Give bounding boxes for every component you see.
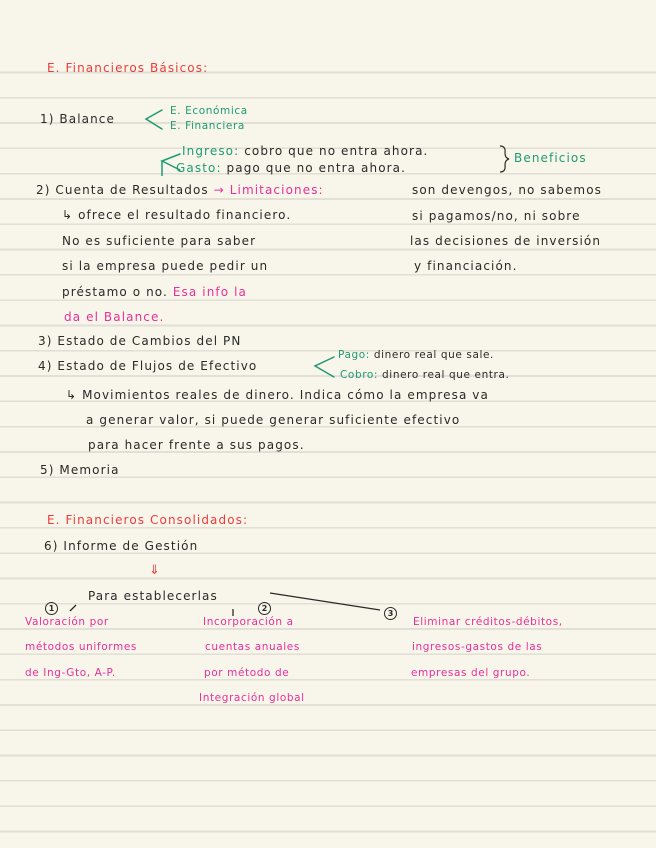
step2-line-1: Incorporación a xyxy=(203,616,294,628)
step1-line-3: de Ing-Gto, A-P. xyxy=(25,667,116,679)
ingreso-text: cobro que no entra ahora. xyxy=(244,144,429,158)
resultados-sub-3: si la empresa puede pedir un xyxy=(62,259,269,273)
pink-note-1: Esa info la xyxy=(172,285,247,299)
resultados-sub-2: No es suficiente para saber xyxy=(62,234,257,248)
item-cambios-pn: 3) Estado de Cambios del PN xyxy=(38,334,242,348)
step-number-1: 1 xyxy=(45,602,58,615)
step-number-3: 3 xyxy=(384,607,397,620)
resultados-sub-4-text: préstamo o no. xyxy=(62,285,168,299)
cobro-text: dinero real que entra. xyxy=(382,369,510,381)
cuenta-resultados-label: 2) Cuenta de Resultados xyxy=(36,183,209,197)
limitaciones-line-3: las decisiones de inversión xyxy=(410,234,602,248)
para-establecerlas-label: Para establecerlas xyxy=(88,589,218,603)
step1-line-1: Valoración por xyxy=(25,616,109,628)
step1-line-2: métodos uniformes xyxy=(25,641,137,653)
limitaciones-line-4: y financiación. xyxy=(414,259,518,273)
section-heading-basicos: E. Financieros Básicos: xyxy=(47,61,209,75)
item-flujos-efectivo: 4) Estado de Flujos de Efectivo xyxy=(38,359,258,373)
beneficios-label: Beneficios xyxy=(514,151,587,165)
step-number-2: 2 xyxy=(258,602,271,615)
pink-note-2: da el Balance. xyxy=(64,310,165,324)
beneficios-brace-icon xyxy=(500,146,509,172)
limitaciones-line-2: si pagamos/no, ni sobre xyxy=(412,209,581,223)
balance-branch-economica: E. Económica xyxy=(170,105,248,117)
flujos-sub-2: a generar valor, si puede generar suficiente efectivo xyxy=(86,413,461,427)
balance-bracket-icon xyxy=(146,110,162,129)
connector-step-1 xyxy=(70,605,76,611)
gasto-text: pago que no entra ahora. xyxy=(226,161,407,175)
step2-line-4: Integración global xyxy=(199,692,305,704)
ingreso-label: Ingreso: xyxy=(182,144,240,158)
step2-line-3: por método de xyxy=(204,667,290,679)
cobro-label: Cobro: xyxy=(340,369,379,381)
gasto-label: Gasto: xyxy=(176,161,222,175)
arrow-icon: → xyxy=(213,183,225,197)
pago-label: Pago: xyxy=(338,349,370,361)
ingreso-gasto-bracket-icon xyxy=(162,154,180,170)
double-arrow-down-icon: ⇓ xyxy=(149,563,161,578)
pago-text: dinero real que sale. xyxy=(373,349,494,361)
balance-branch-financiera: E. Financiera xyxy=(170,120,245,132)
step3-line-1: Eliminar créditos-débitos, xyxy=(413,616,563,628)
step2-line-2: cuentas anuales xyxy=(205,641,300,653)
limitaciones-label: Limitaciones: xyxy=(229,183,324,197)
step3-line-3: empresas del grupo. xyxy=(411,667,531,679)
resultados-sub-1: ↳ ofrece el resultado financiero. xyxy=(62,208,292,222)
section-heading-consolidados: E. Financieros Consolidados: xyxy=(47,513,249,527)
item-memoria: 5) Memoria xyxy=(40,463,120,477)
flujos-sub-1: ↳ Movimientos reales de dinero. Indica cómo la empresa va xyxy=(66,388,489,402)
connector-step-3 xyxy=(270,593,380,610)
item-informe-gestion: 6) Informe de Gestión xyxy=(44,539,199,553)
flujos-bracket-icon xyxy=(315,357,334,377)
step3-line-2: ingresos-gastos de las xyxy=(412,641,543,653)
item-balance: 1) Balance xyxy=(40,112,115,126)
limitaciones-line-1: son devengos, no sabemos xyxy=(412,183,602,197)
flujos-sub-3: para hacer frente a sus pagos. xyxy=(88,438,305,452)
